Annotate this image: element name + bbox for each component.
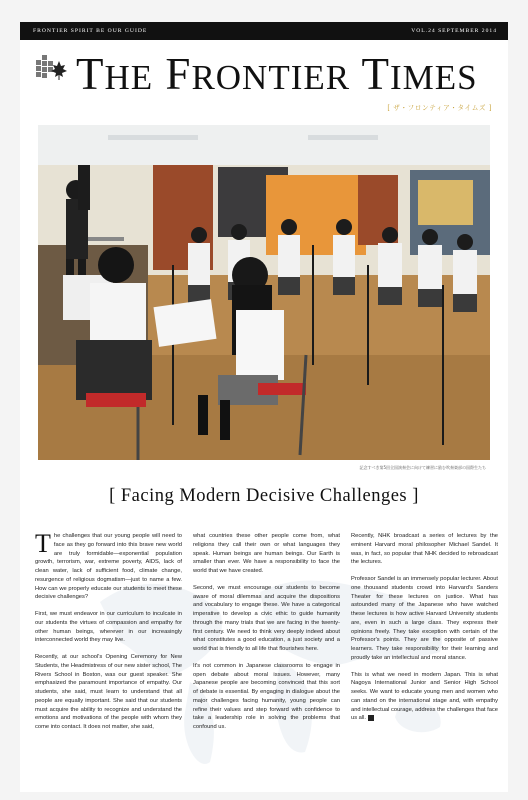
article-paragraph: First, we must endeavor in our curriculum to inculcate in our students the virtues of compassion and empathy for other human beings, wherever in our increasingly interconnected world they may live. [35,611,182,644]
article-headline: [ Facing Modern Decisive Challenges ] [109,486,419,506]
masthead-title: THE FRONTIER TIMES [76,49,478,99]
issue-info: VOL.24 SEPTEMBER 2014 [411,28,497,34]
maple-leaf-logo-icon [32,52,68,88]
top-bar [20,22,508,40]
article-paragraph: It's not common in Japanese classrooms to engage in open debate about moral issues. However, many Japanese people are becoming convinced that this sort of debate is essential. By engaging in dialogue about the major challenges facing humanity, young people can refine their values and step forward with confidence to take a leadership role in solving the problems that confound us. [193,662,340,730]
article-paragraph: Professor Sandel is an immensely popular lecturer. About one thousand students crowd into Harvard's Sanders Theater for these lectures on justice. What has astounded many of the Japanese who have watched these lectures is how active Harvard University students are, even in such a large class. They express their opinions freely. They take exception with certain of the Professor's points. They are the opposite of passive learners. They take responsibility for their learning and proudly take an intellectual and moral stance. [351,576,498,661]
article-paragraph: Recently, at our school's Opening Ceremony for New Students, the Headmistress of our new sister school, The Rivers School in Boston, was our guest speaker. She emphasized the paramount importance of empathy. Our students, she said, must learn to understand that all people are equally important. She said that our students must acquire the ability to recognize and understand the emotions and motivations of the people with whom they come into contact. It does not matter, she said, [35,654,182,730]
end-mark-icon [368,715,374,721]
article-paragraph: Second, we must encourage our students to become aware of moral dilemmas and acquire the dispositions and vocabulary to engage these. We have a categorical imperative to develop a civic ethic to guide humanity through the many trials that we are facing in the twenty-first century. We need to think very deeply indeed about what constitutes a good education, a just society and a world that is friendly to all life that flourishes here. [193,584,340,652]
article-column-2 [193,532,340,740]
article-column-1 [35,529,182,740]
photo-illustration [38,125,490,460]
article-column-3 [351,532,498,731]
band-rehearsal-photo [38,125,490,460]
masthead-subtitle: [ ザ・フロンティア・タイムズ ] [387,104,492,112]
photo-caption: 記念すべき第5回全国演奏会に向けて練習に励む吹奏楽部の国際生たち [359,465,486,470]
article-paragraph: The challenges that our young people will need to face as they go forward into this brave new world are truly formidable—exponential population growth, terrorism, war, extreme poverty, AIDS, lack of clean water, lack of sufficient food, climate change, resurgence of religious dogmatism—just to name a few. How can we properly educate our students to meet these decisive challenges? [35,529,182,601]
tagline: FRONTIER SPIRIT BE OUR GUIDE [33,28,148,34]
drop-cap: T [35,529,51,558]
article-paragraph: what countries these other people come from, what religions they call their own or what languages they speak. Human beings are human beings. Our Earth is smaller than ever. We have a responsibility to face the world that we have created. [193,533,340,574]
newspaper-page [20,22,508,792]
article-paragraph: Recently, NHK broadcast a series of lectures by the eminent Harvard moral philosopher Michael Sandel. It was, in fact, so popular that NHK decided to rebroadcast the lectures. [351,533,498,566]
article-paragraph: This is what we need in modern Japan. This is what Nagoya International Junior and Senior High School seeks. We want to educate young men and women who can stand on the international stage and, with empathy and intellectual courage, address the challenges that face us all. [351,671,498,722]
